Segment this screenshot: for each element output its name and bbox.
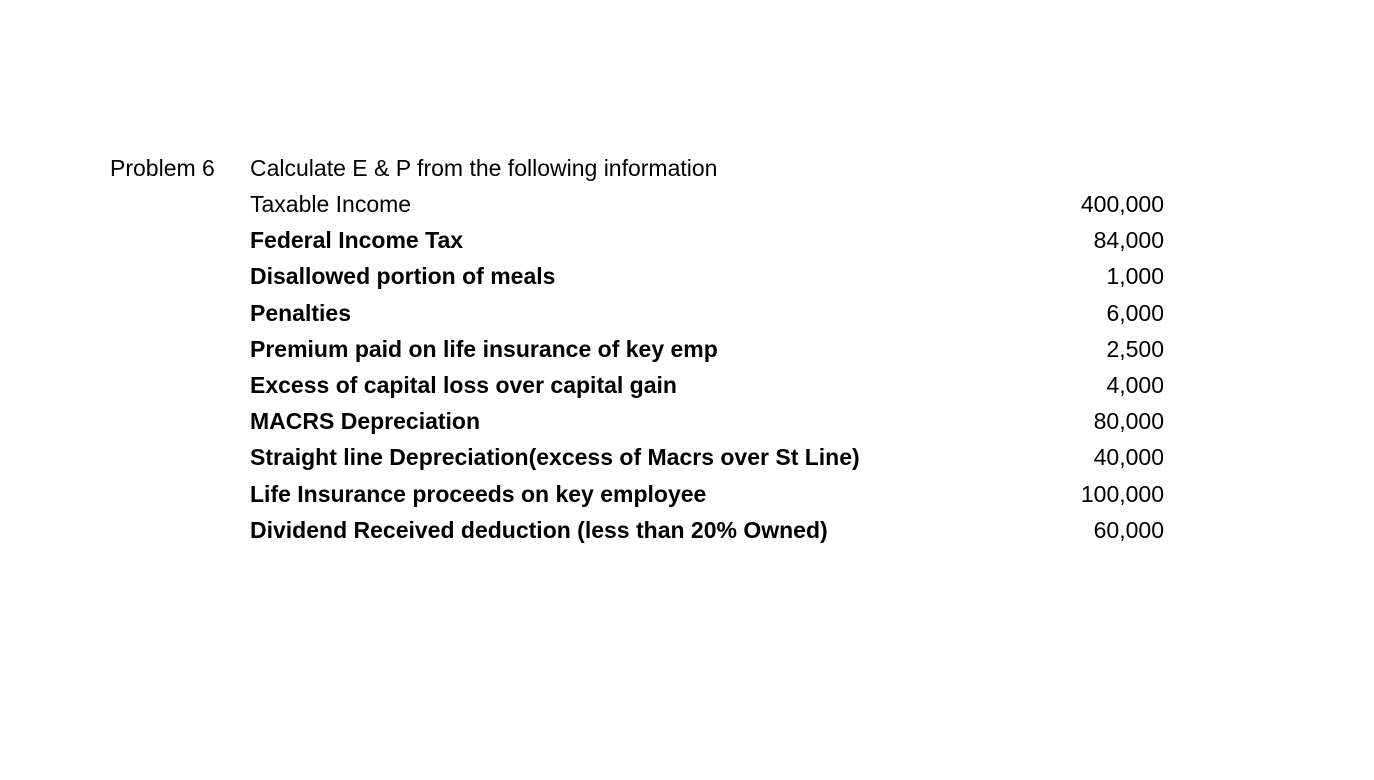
row-label: MACRS Depreciation xyxy=(250,408,481,435)
row-value: 4,000 xyxy=(1106,372,1164,398)
row-label: Premium paid on life insurance of key emp xyxy=(250,335,718,362)
row-value: 6,000 xyxy=(1106,299,1164,326)
row-label: Disallowed portion of meals xyxy=(250,263,556,290)
row-value: 60,000 xyxy=(1093,516,1164,543)
row-value: 80,000 xyxy=(1093,408,1164,435)
row-value: 100,000 xyxy=(1080,480,1164,507)
row-label: Dividend Received deduction (less than 20% Owned) xyxy=(250,516,828,543)
row-value: 84,000 xyxy=(1093,227,1164,254)
row-label: Life Insurance proceeds on key employee xyxy=(250,480,707,507)
row-label: Excess of capital loss over capital gain xyxy=(250,372,677,398)
heading: Calculate E & P from the following information xyxy=(250,155,718,181)
row-label: Straight line Depreciation(excess of Macrs over St Line) xyxy=(250,444,860,471)
row-label: Taxable Income xyxy=(250,191,412,217)
problem-label: Problem 6 xyxy=(110,155,215,181)
row-label: Penalties xyxy=(250,299,351,326)
row-label: Federal Income Tax xyxy=(250,227,464,254)
row-value: 2,500 xyxy=(1106,335,1164,362)
row-value: 1,000 xyxy=(1106,263,1164,290)
row-value: 40,000 xyxy=(1093,444,1164,471)
row-value: 400,000 xyxy=(1080,191,1164,217)
